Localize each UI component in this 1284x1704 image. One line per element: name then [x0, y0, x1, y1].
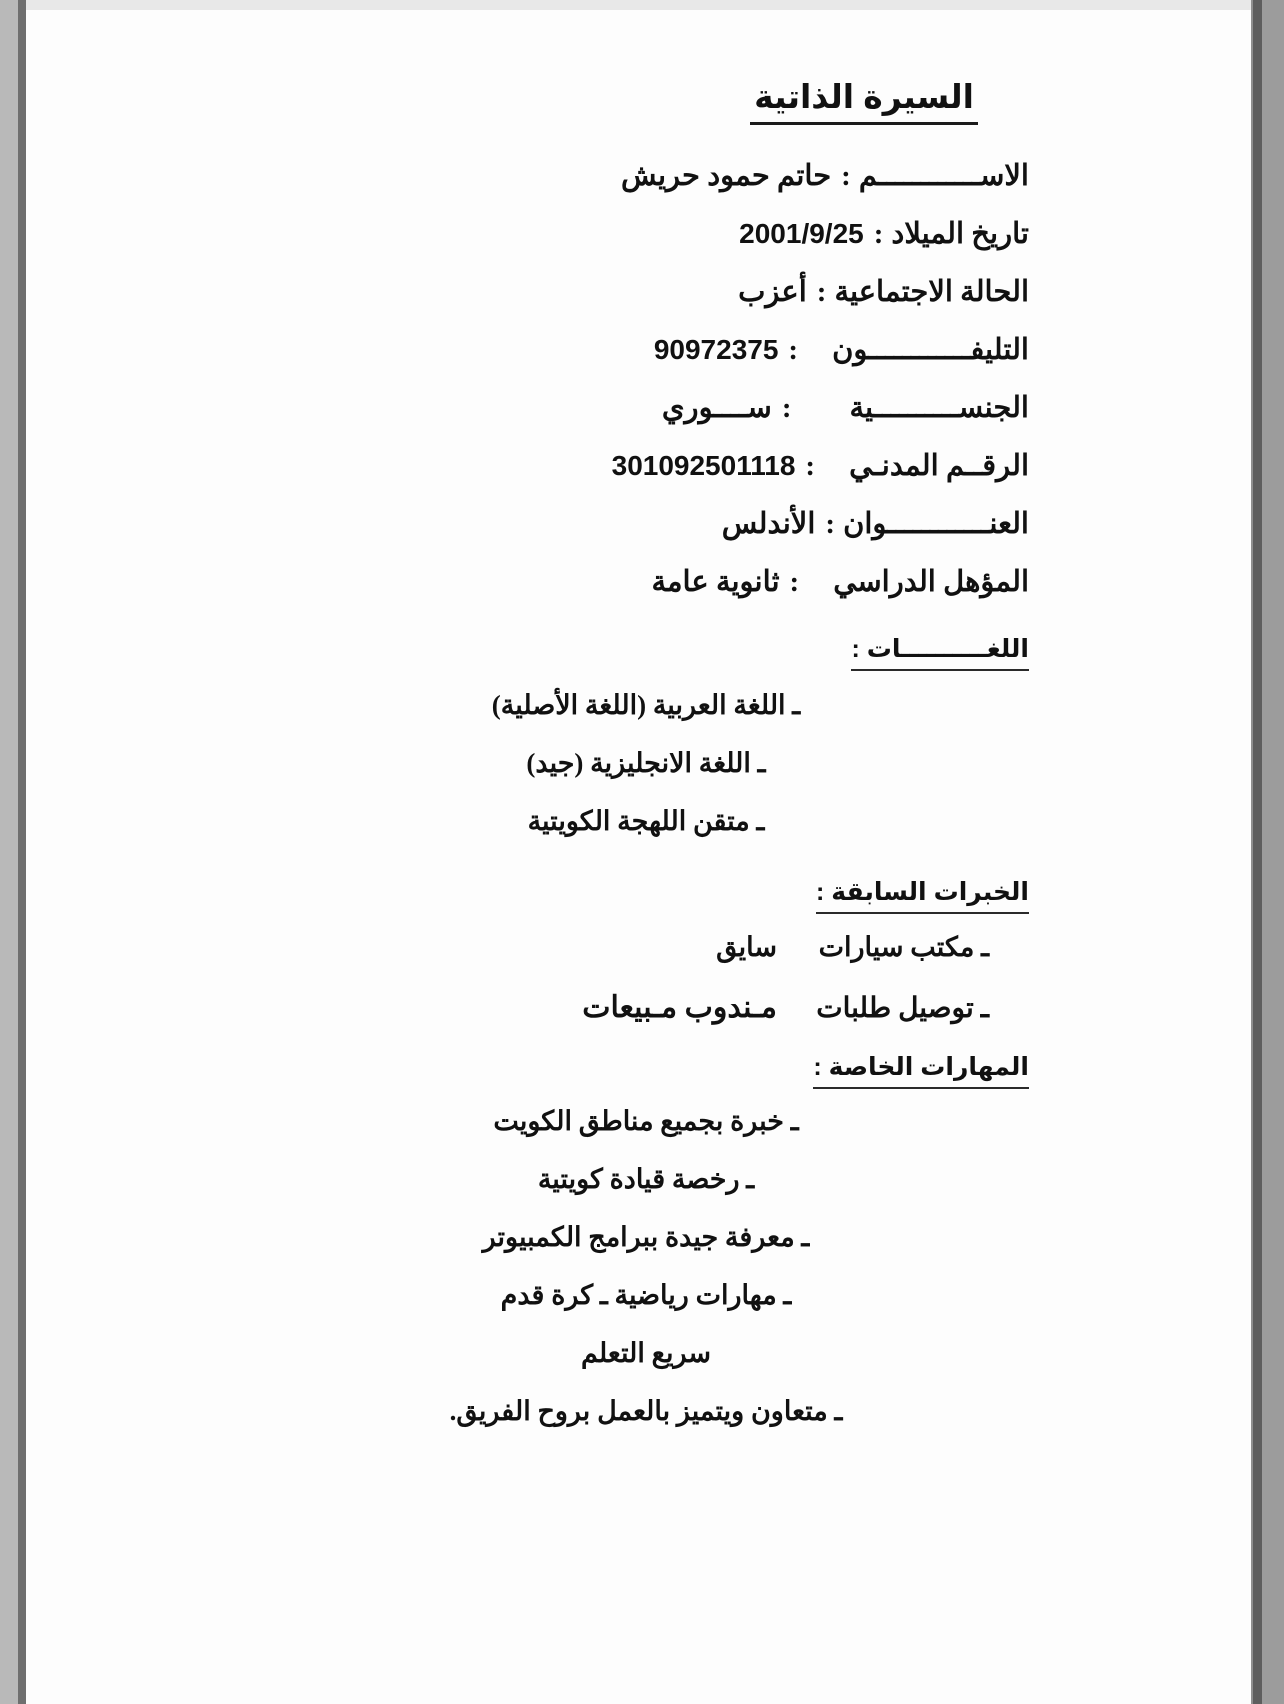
experience-list	[582, 932, 989, 1048]
section-heading-skills: المهارات الخاصة :	[813, 1052, 1029, 1089]
experience-row	[582, 932, 989, 990]
list-item: ـ خبرة بجميع مناطق الكويت	[493, 1106, 799, 1136]
info-separator: :	[788, 334, 799, 366]
scan-right-shadow	[1253, 0, 1262, 1704]
info-row-name	[239, 158, 1029, 216]
list-item: ـ معرفة جيدة ببرامج الكمبيوتر	[482, 1222, 810, 1252]
list-item: سريع التعلم	[581, 1338, 711, 1368]
info-separator: :	[781, 392, 792, 424]
info-value-nationality: ســــوري	[661, 392, 772, 424]
info-row-birthdate	[239, 216, 1029, 274]
info-separator: :	[825, 508, 836, 540]
info-label-address: العنــــــــــــوان	[843, 508, 1029, 540]
info-value-address: الأندلس	[721, 508, 816, 540]
page-title-wrapper	[750, 78, 978, 125]
info-label-name: الاســــــــــــم	[858, 160, 1029, 192]
info-row-nationality	[239, 390, 1029, 448]
info-row-address	[239, 506, 1029, 564]
info-separator: :	[873, 218, 884, 250]
info-label-birthdate: تاريخ الميلاد	[891, 218, 1029, 250]
info-row-phone	[239, 332, 1029, 390]
info-label-qualification: المؤهل الدراسي	[833, 566, 1029, 598]
info-row-marital-status	[239, 274, 1029, 332]
experience-role: سايق	[716, 932, 777, 962]
list-item: ـ متقن اللهجة الكويتية	[527, 806, 765, 836]
scan-left-margin	[0, 0, 18, 1704]
document-page	[26, 0, 1251, 1704]
section-heading-experience: الخبرات السابقة :	[816, 877, 1029, 914]
info-separator: :	[789, 566, 800, 598]
personal-info-block	[239, 158, 1029, 622]
list-item: ـ اللغة العربية (اللغة الأصلية)	[491, 690, 801, 720]
info-value-qualification: ثانوية عامة	[651, 566, 780, 598]
info-value-phone: 90972375	[653, 334, 779, 365]
info-label-nationality: الجنســــــــــية	[849, 392, 1029, 424]
info-value-name: حاتم حمود حريش	[620, 160, 832, 192]
scan-left-shadow	[18, 0, 26, 1704]
info-separator: :	[816, 276, 827, 308]
info-row-qualification	[239, 564, 1029, 622]
experience-row	[582, 990, 989, 1048]
list-item: ـ مهارات رياضية ـ كرة قدم	[500, 1280, 792, 1310]
document-content	[26, 0, 1251, 1704]
info-value-civil-id: 301092501118	[611, 450, 796, 481]
skills-list	[321, 1108, 971, 1456]
experience-place: ـ توصيل طلبات	[816, 993, 989, 1024]
info-row-civil-id	[239, 448, 1029, 506]
list-item: ـ رخصة قيادة كويتية	[537, 1164, 755, 1194]
list-item: ـ اللغة الانجليزية (جيد)	[526, 748, 766, 778]
info-label-marital-status: الحالة الاجتماعية	[834, 276, 1029, 308]
info-value-marital-status: أعزب	[738, 276, 807, 308]
info-separator: :	[805, 450, 816, 482]
languages-list	[321, 692, 971, 866]
info-label-phone: التليفــــــــــــون	[832, 334, 1029, 366]
section-heading-languages: اللغــــــــــات :	[851, 634, 1029, 671]
page-title: السيرة الذاتية	[750, 78, 978, 125]
scan-right-margin	[1262, 0, 1284, 1704]
experience-place: ـ مكتب سيارات	[818, 932, 989, 962]
list-item: ـ متعاون ويتميز بالعمل بروح الفريق.	[449, 1396, 843, 1426]
info-label-civil-id: الرقــم المدنـي	[849, 450, 1029, 482]
experience-role: مـندوب مـبيعات	[582, 991, 777, 1024]
info-separator: :	[841, 160, 851, 192]
info-value-birthdate: 2001/9/25	[739, 218, 864, 249]
